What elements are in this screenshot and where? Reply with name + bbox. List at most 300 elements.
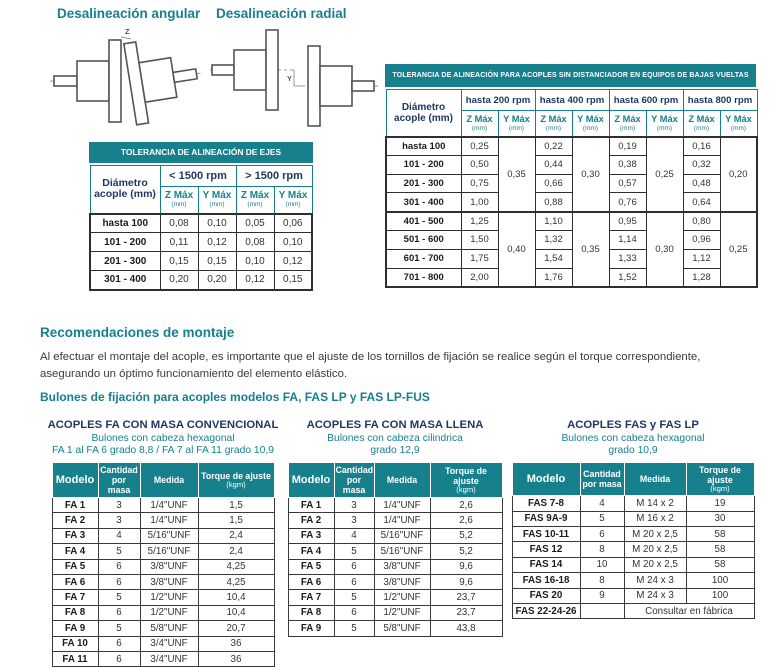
table-row [288,559,502,574]
unit-label: (mm) [619,124,636,132]
cell: 3 [98,513,140,528]
row-label: FA 2 [288,513,334,528]
row-label: 301 - 400 [90,271,160,290]
table-row [52,636,274,651]
cell: 0,10 [236,252,274,271]
row-label: 301 - 400 [386,193,461,212]
cell: 0,08 [236,233,274,252]
table-row [512,557,754,572]
cell: 1/2"UNF [374,605,430,620]
bajas-vueltas-tolerance-table-block [385,64,756,288]
row-label: FA 1 [288,497,334,512]
cell: 1/2"UNF [140,590,198,605]
bolt-table [288,462,503,637]
unit-label: (mm) [209,201,225,209]
header-label: Medida [639,473,671,484]
table-row [512,511,754,526]
table-row [288,497,502,512]
table-row [512,496,754,511]
row-label: 501 - 600 [386,230,461,249]
bolt-table-subtitle: Bulones con cabeza cilindrica [327,433,463,444]
table-row [288,513,502,528]
section-heading: Recomendaciones de montaje [40,325,235,340]
bolt-table-subtitle: Bulones con cabeza hexagonal [91,433,235,444]
bajas-table-title: TOLERANCIA DE ALINEACIÓN PARA ACOPLES SIN DISTANCIADOR EN EQUIPOS DE BAJAS VUELTAS [385,64,756,87]
header-label: Medida [153,474,185,485]
cell: 0,95 [609,212,646,231]
header-label: Cantidad por masa [100,464,138,495]
cell: 3/8"UNF [140,559,198,574]
header-label: Cantidad por masa [582,468,622,489]
merged-cell: 0,25 [646,137,683,212]
column-group-header: < 1500 rpm [160,166,236,187]
axis-label: Y Máx [577,113,604,124]
cell: 0,12 [198,233,236,252]
cell: 5/16"UNF [140,528,198,543]
cell: 58 [686,557,754,572]
row-label: FAS 20 [512,588,580,603]
row-label: FA 3 [52,528,98,543]
cell: 43,8 [430,621,502,636]
cell: 10 [580,557,624,572]
cell: 5,2 [430,528,502,543]
cell: 1,10 [535,212,572,231]
table-row [288,590,502,605]
axis-label: Z Máx [614,113,641,124]
column-subheader [572,111,609,137]
unit-label: (mm) [730,124,747,132]
column-header [686,462,754,496]
row-label: FA 1 [52,497,98,512]
cell: 6 [98,636,140,651]
table-row [52,497,274,512]
cell: 5/16"UNF [140,544,198,559]
cell: 5/8"UNF [140,621,198,636]
cell: 0,38 [609,155,646,174]
ejes-head [90,166,312,214]
cell: 0,32 [683,155,720,174]
column-subheader [274,187,312,214]
table-row [386,137,757,156]
table-row [512,462,754,496]
cell: 1,33 [609,249,646,268]
merged-cell: 0,40 [498,212,535,287]
bajas-head [386,90,757,137]
axis-label: Z Máx [688,113,715,124]
column-group-header: hasta 200 rpm [461,90,535,111]
column-subheader [646,111,683,137]
cell: 0,10 [274,233,312,252]
bajas-table [385,89,758,288]
cell: 1,5 [198,513,274,528]
table-row [288,544,502,559]
header-label: Torque de ajuste [201,470,271,481]
cell: 1,25 [461,212,498,231]
cell: 0,16 [683,137,720,156]
bolt-head-2 [512,462,754,496]
cell: 36 [198,651,274,666]
cell: 5 [334,544,374,559]
table-row [386,249,757,268]
cell: 0,06 [274,214,312,233]
cell: 0,15 [274,271,312,290]
cell: 0,66 [535,174,572,193]
table-row [288,605,502,620]
cell: 0,96 [683,230,720,249]
row-label: FA 7 [52,590,98,605]
column-group-header: hasta 400 rpm [535,90,609,111]
bolt-table-block-fa-convencional [45,419,281,667]
cell: 1,76 [535,268,572,287]
cell: 6 [98,574,140,589]
bolt-head-1 [288,462,502,497]
table-row [52,605,274,620]
cell: 1/4"UNF [374,513,430,528]
cell: 20,7 [198,621,274,636]
axis-label: Y Máx [651,113,678,124]
unit-label: (mm) [285,201,301,209]
cell: 0,10 [198,214,236,233]
row-label: hasta 100 [386,137,461,156]
bajas-body [386,137,757,287]
cell: 2,00 [461,268,498,287]
cell: 0,76 [609,193,646,212]
angular-misalignment-title: Desalineación angular [57,6,201,21]
table-row [386,212,757,231]
cell: 3/8"UNF [140,574,198,589]
column-subheader [461,111,498,137]
column-header [140,462,198,497]
column-subheader [609,111,646,137]
row-label: FA 5 [288,559,334,574]
row-label: 201 - 300 [90,252,160,271]
radial-misalignment-diagram [210,24,378,138]
cell: 8 [580,542,624,557]
cell: 1,14 [609,230,646,249]
header-label: Modelo [526,472,566,485]
cell: 9,6 [430,559,502,574]
cell: 1,50 [461,230,498,249]
cell: 6 [334,574,374,589]
column-subheader [236,187,274,214]
unit-label: (mm) [693,124,710,132]
cell: M 14 x 2 [624,496,686,511]
cell: 8 [580,573,624,588]
table-row [386,155,757,174]
cell: 0,50 [461,155,498,174]
cell: 0,75 [461,174,498,193]
bolt-body-0 [52,497,274,666]
cell: M 20 x 2,5 [624,542,686,557]
table-row [52,574,274,589]
cell: 1,75 [461,249,498,268]
cell: 6 [334,559,374,574]
table-row [512,527,754,542]
row-label: FA 9 [288,621,334,636]
header-label: Modelo [55,473,95,486]
cell: 10,4 [198,605,274,620]
table-row [386,174,757,193]
row-label: 401 - 500 [386,212,461,231]
cell: 58 [686,542,754,557]
cell: 58 [686,527,754,542]
cell: 0,12 [236,271,274,290]
row-label: FA 10 [52,636,98,651]
cell: 1/4"UNF [140,513,198,528]
cell: 0,08 [160,214,198,233]
table-row [288,574,502,589]
bolt-head-0 [52,462,274,497]
column-header [624,462,686,496]
cell: 5 [334,590,374,605]
table-row [90,233,312,252]
cell: 4,25 [198,559,274,574]
unit-label: (mm) [508,124,525,132]
column-header [52,462,98,497]
cell: 0,20 [198,271,236,290]
row-label: 101 - 200 [386,155,461,174]
cell: M 24 x 3 [624,573,686,588]
axis-label: Z Máx [240,189,270,201]
table-row [386,230,757,249]
row-label: 601 - 700 [386,249,461,268]
cell: 9,6 [430,574,502,589]
cell: 0,20 [160,271,198,290]
column-subheader [498,111,535,137]
column-header [430,462,502,497]
cell: 0,15 [198,252,236,271]
table-row [90,166,312,187]
bolt-table [52,462,275,668]
table-row [52,590,274,605]
cell: 1,28 [683,268,720,287]
cell [580,603,624,618]
unit-label: (mm) [582,124,599,132]
row-label: FA 3 [288,528,334,543]
cell: 0,57 [609,174,646,193]
cell: 3 [334,497,374,512]
cell: 5 [98,590,140,605]
table-row [90,271,312,290]
cell: 0,88 [535,193,572,212]
unit-label: (mm) [247,201,263,209]
row-label: 701 - 800 [386,268,461,287]
cell: 1,5 [198,497,274,512]
header-label: Modelo [291,473,331,486]
row-label: FAS 16-18 [512,573,580,588]
unit-label: (mm) [471,124,488,132]
cell: 10,4 [198,590,274,605]
cell: 23,7 [430,590,502,605]
merged-cell: 0,35 [498,137,535,212]
cell: 6 [580,527,624,542]
column-header-diameter: Diámetro acople (mm) [90,166,160,214]
unit-label: (mm) [171,201,187,209]
cell: 0,48 [683,174,720,193]
cell: 3/4"UNF [140,636,198,651]
cell: 6 [98,559,140,574]
cell: 6 [98,605,140,620]
table-row [386,193,757,212]
axis-label: Y Máx [278,189,308,201]
cell: 5/16"UNF [374,528,430,543]
row-label: FA 11 [52,651,98,666]
table-row [52,621,274,636]
cell: 2,6 [430,513,502,528]
column-header [288,462,334,497]
bolt-table-block-fa-llena [283,419,507,637]
bolt-table-title: ACOPLES FAS y FAS LP [567,419,699,431]
bolt-table-subtitle: Bulones con cabeza hexagonal [561,433,705,444]
axis-label: Y Máx [725,113,752,124]
y-dimension-label: Y [287,74,293,83]
column-subheader [720,111,757,137]
row-label: FAS 14 [512,557,580,572]
row-label: FA 7 [288,590,334,605]
cell: 1/4"UNF [374,497,430,512]
axis-label: Y Máx [202,189,232,201]
cell: 5 [98,621,140,636]
bolts-subheading: Bulones de fijación para acoples modelos FA, FAS LP y FAS LP-FUS [40,390,430,404]
row-label: FAS 22-24-26 [512,603,580,618]
angular-misalignment-diagram [50,24,205,138]
header-label: Torque de ajuste [699,464,741,485]
cell: 0,15 [160,252,198,271]
unit-label: (mm) [656,124,673,132]
row-label: FAS 12 [512,542,580,557]
cell: 0,12 [274,252,312,271]
row-label: FA 9 [52,621,98,636]
axis-label: Z Máx [540,113,567,124]
column-subheader [198,187,236,214]
bolt-body-1 [288,497,502,636]
column-header [512,462,580,496]
cell: 5 [580,511,624,526]
cell: 36 [198,636,274,651]
cell: 100 [686,573,754,588]
cell: 0,44 [535,155,572,174]
cell: M 16 x 2 [624,511,686,526]
cell: 5/16"UNF [374,544,430,559]
cell: 19 [686,496,754,511]
bolt-table-title: ACOPLES FA CON MASA LLENA [306,419,484,431]
column-subheader [535,111,572,137]
merged-cell: 0,30 [646,212,683,287]
cell: 2,6 [430,497,502,512]
cell: 0,25 [461,137,498,156]
column-subheader [683,111,720,137]
cell: 3 [98,497,140,512]
cell: 6 [98,651,140,666]
unit-label: (kgm) [456,484,476,494]
cell: 4 [580,496,624,511]
cell: 3/8"UNF [374,574,430,589]
column-header [374,462,430,497]
row-label: FAS 10-11 [512,527,580,542]
cell: 0,19 [609,137,646,156]
table-row [52,462,274,497]
table-row [288,462,502,497]
z-dimension-label: Z [125,27,130,36]
bolt-body-2 [512,496,754,619]
cell: 4,25 [198,574,274,589]
bolt-table [512,462,755,620]
merged-cell: 0,25 [720,212,757,287]
unit-label: (mm) [545,124,562,132]
row-label: FA 6 [52,574,98,589]
cell: M 24 x 3 [624,588,686,603]
cell: 100 [686,588,754,603]
table-row [512,573,754,588]
header-label: Medida [386,474,418,485]
cell: 1,32 [535,230,572,249]
column-header [334,462,374,497]
cell: 2,4 [198,528,274,543]
row-label: FA 8 [52,605,98,620]
unit-label: (kgm) [226,479,246,489]
table-row [90,214,312,233]
cell: 0,80 [683,212,720,231]
table-row [90,252,312,271]
cell: 1,00 [461,193,498,212]
column-header [98,462,140,497]
cell: 9 [580,588,624,603]
row-label: FA 4 [288,544,334,559]
cell: 4 [334,528,374,543]
row-label: FAS 9A-9 [512,511,580,526]
cell: M 20 x 2,5 [624,557,686,572]
cell: 4 [98,528,140,543]
table-row [288,528,502,543]
table-row [52,544,274,559]
row-label: 201 - 300 [386,174,461,193]
column-group-header: hasta 600 rpm [609,90,683,111]
row-label: 101 - 200 [90,233,160,252]
column-header-diameter: Diámetro acople (mm) [386,90,461,137]
cell: 1/2"UNF [140,605,198,620]
cell: 2,4 [198,544,274,559]
table-row [512,603,754,618]
cell: 0,22 [535,137,572,156]
bolt-table-block-fas [511,419,755,619]
table-row [386,268,757,287]
cell: 3 [334,513,374,528]
cell: 5,2 [430,544,502,559]
row-label: FAS 7-8 [512,496,580,511]
row-label: hasta 100 [90,214,160,233]
table-row [52,513,274,528]
bolt-table-subtitle: grado 10,9 [608,444,658,456]
cell: 1,54 [535,249,572,268]
cell: 1,52 [609,268,646,287]
column-group-header: hasta 800 rpm [683,90,757,111]
table-row [512,588,754,603]
cell: 23,7 [430,605,502,620]
cell: 5 [334,621,374,636]
column-group-header: > 1500 rpm [236,166,312,187]
bolt-table-title: ACOPLES FA CON MASA CONVENCIONAL [47,419,279,431]
ejes-table [89,165,313,291]
ejes-tolerance-table-block [89,142,313,291]
merged-cell: 0,20 [720,137,757,212]
cell: 5 [98,544,140,559]
cell: 0,11 [160,233,198,252]
radial-misalignment-title: Desalineación radial [216,6,347,21]
cell: 6 [334,605,374,620]
cell: 3/8"UNF [374,559,430,574]
row-label: FA 5 [52,559,98,574]
section-paragraph: Al efectuar el montaje del acople, es importante que el ajuste de los tornillos de fijación se realice según el torque correspondiente, asegurando un óptimo funcionamiento del elemento elástico. [40,351,701,381]
